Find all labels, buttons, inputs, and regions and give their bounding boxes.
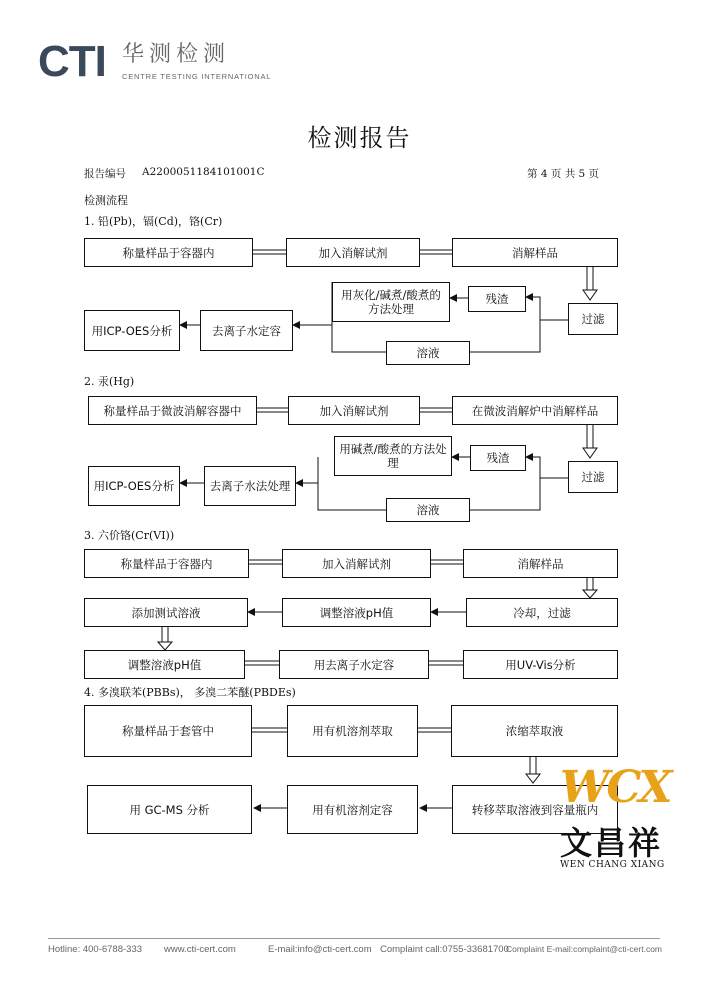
s2-box-add-reagent: 加入消解试剂 <box>288 396 420 425</box>
section-heading-3: 3. 六价铬(Cr(VI)) <box>84 529 175 542</box>
s4-box-concentrate: 浓缩萃取液 <box>451 705 618 757</box>
s1-box-ashing: 用灰化/碱煮/酸煮的方法处理 <box>332 282 450 322</box>
s1-box-icp: 用ICP-OES分析 <box>84 310 180 351</box>
s2-box-boil: 用碱煮/酸煮的方法处理 <box>334 436 452 476</box>
report-no-label: 报告编号 <box>84 168 126 180</box>
s3-box-cool-filter: 冷却，过滤 <box>466 598 618 627</box>
s4-box-make-volume: 用有机溶剂定容 <box>287 785 418 834</box>
s2-box-solution: 溶液 <box>386 498 470 522</box>
cti-logo: CTI <box>38 37 106 86</box>
footer-email: E-mail:info@cti-cert.com <box>268 944 372 955</box>
s4-box-extract: 用有机溶剂萃取 <box>287 705 418 757</box>
footer-divider <box>48 938 660 939</box>
page-info: 第 4 页 共 5 页 <box>527 168 600 180</box>
s1-box-add-reagent: 加入消解试剂 <box>286 238 420 267</box>
wcx-watermark-en: WEN CHANG XIANG <box>560 860 665 870</box>
s3-box-uv: 用UV-Vis分析 <box>463 650 618 679</box>
s3-box-add-reagent: 加入消解试剂 <box>282 549 431 578</box>
footer-hotline: Hotline: 400-6788-333 <box>48 944 143 955</box>
s1-box-weigh: 称量样品于容器内 <box>84 238 253 267</box>
page-title: 检测报告 <box>307 124 412 152</box>
s1-box-residue: 残渣 <box>468 286 526 312</box>
s2-box-dilute: 去离子水法处理 <box>204 466 296 506</box>
wcx-watermark-cn: 文昌祥 <box>560 824 663 862</box>
s2-box-residue: 残渣 <box>470 445 526 471</box>
s3-box-add-test: 添加测试溶液 <box>84 598 248 627</box>
section-heading-1: 1. 铅(Pb)，镉(Cd)，铬(Cr) <box>84 215 223 228</box>
s3-box-weigh: 称量样品于容器内 <box>84 549 249 578</box>
s3-box-adjust-ph: 调整溶液pH值 <box>282 598 431 627</box>
s4-box-gcms: 用 GC-MS 分析 <box>87 785 252 834</box>
s2-box-icp: 用ICP-OES分析 <box>88 466 180 506</box>
section-heading-2: 2. 汞(Hg) <box>84 375 135 388</box>
s1-box-solution: 溶液 <box>386 341 470 365</box>
section-heading-4: 4. 多溴联苯(PBBs)， 多溴二苯醚(PBDEs) <box>84 686 296 699</box>
s2-box-microwave: 在微波消解炉中消解样品 <box>452 396 618 425</box>
wcx-watermark-logo: WCX <box>560 762 670 813</box>
company-name-en: CENTRE TESTING INTERNATIONAL <box>122 72 272 81</box>
process-title: 检测流程 <box>84 194 128 207</box>
s4-box-transfer: 转移萃取溶液到容量瓶内 <box>452 785 618 834</box>
s3-box-digest: 消解样品 <box>463 549 618 578</box>
company-name-cn: 华测检测 <box>122 42 231 67</box>
footer-complaint-call: Complaint call:0755-33681700 <box>380 944 509 955</box>
footer-website: www.cti-cert.com <box>164 944 236 955</box>
s1-box-filter: 过滤 <box>568 303 618 335</box>
footer-complaint-email: Complaint E-mail:complaint@cti-cert.com <box>506 944 663 954</box>
s3-box-adjust-ph-2: 调整溶液pH值 <box>84 650 245 679</box>
s1-box-dilute: 去离子水定容 <box>200 310 293 351</box>
s4-box-weigh: 称量样品于套管中 <box>84 705 252 757</box>
s2-box-weigh: 称量样品于微波消解容器中 <box>88 396 257 425</box>
s1-box-digest: 消解样品 <box>452 238 618 267</box>
report-no: A2200051184101001C <box>142 166 265 178</box>
s3-box-dilute: 用去离子水定容 <box>279 650 429 679</box>
s2-box-filter: 过滤 <box>568 461 618 493</box>
